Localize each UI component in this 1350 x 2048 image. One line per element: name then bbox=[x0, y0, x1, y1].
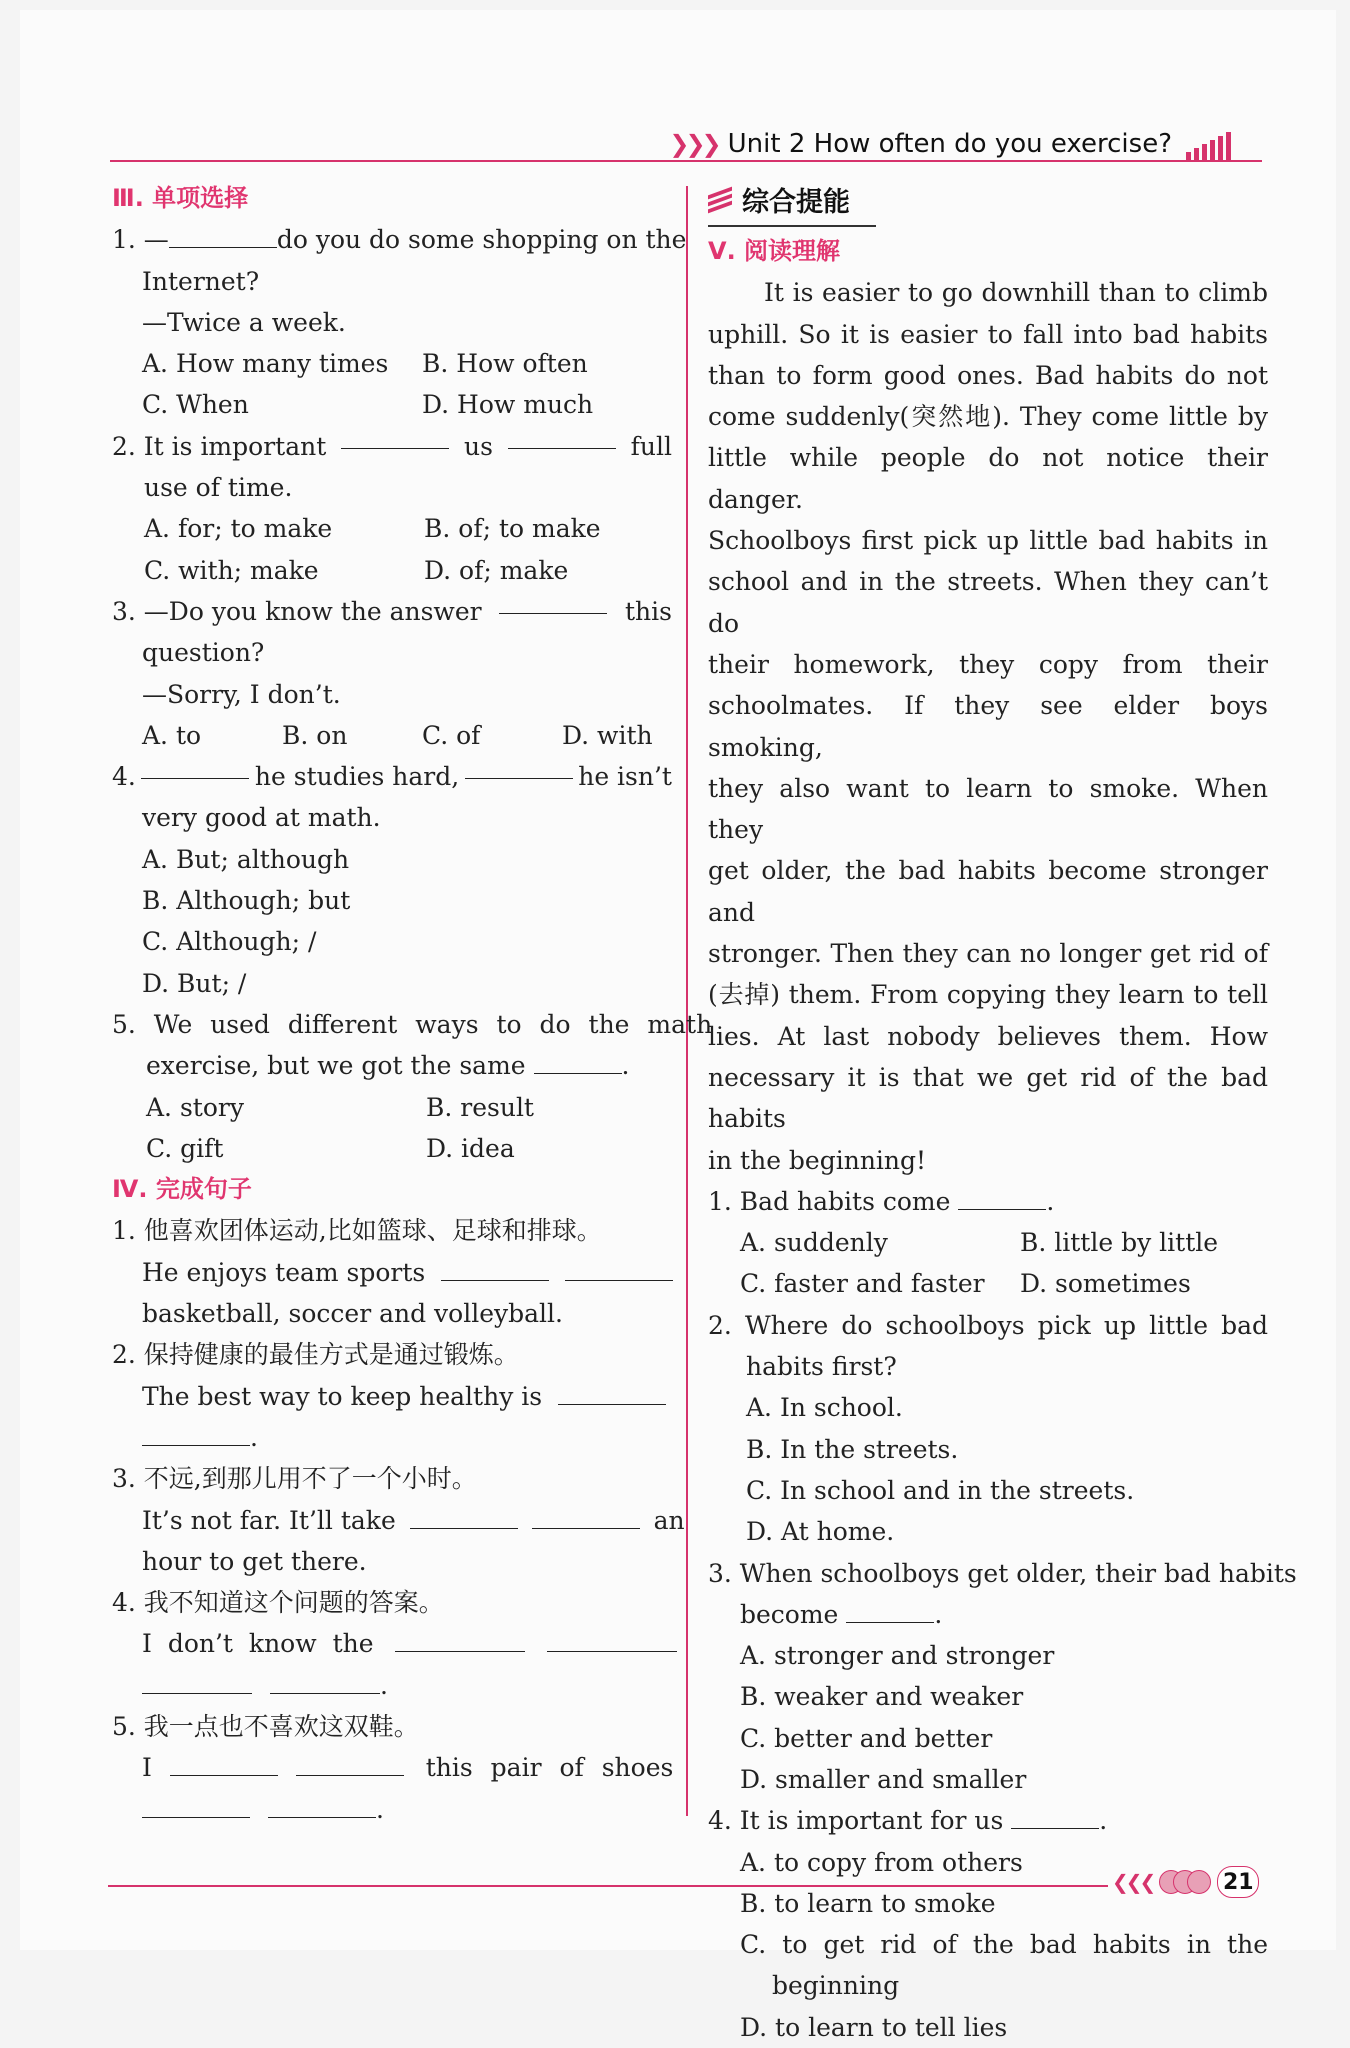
option-b[interactable]: B. In the streets. bbox=[746, 1434, 959, 1464]
passage-line: their homework, they copy from their bbox=[708, 649, 1268, 679]
answer-blank[interactable] bbox=[142, 1671, 252, 1694]
q2-options bbox=[112, 508, 672, 591]
answer-blank[interactable] bbox=[465, 756, 573, 779]
option-a[interactable]: A. In school. bbox=[746, 1393, 903, 1423]
q4-text-b: he isn’t bbox=[578, 762, 672, 792]
s5-english-1 bbox=[112, 1747, 672, 1788]
option-d[interactable]: D. sometimes bbox=[1020, 1269, 1191, 1299]
q2-text-b: us bbox=[463, 431, 493, 461]
q1-options bbox=[112, 343, 672, 426]
passage-line: schoolmates. If they see elder boys smoking, bbox=[708, 691, 1268, 762]
option-a[interactable]: A. stronger and stronger bbox=[740, 1641, 1055, 1671]
passage-line: in the beginning! bbox=[708, 1145, 927, 1175]
option-c[interactable]: C. to get rid of the bad habits in the bbox=[740, 1930, 1268, 1960]
circles-icon bbox=[1159, 1870, 1211, 1894]
passage-line: It is easier to go downhill than to climb bbox=[764, 278, 1268, 308]
q3-text-b: this bbox=[625, 596, 672, 626]
q3-options bbox=[112, 715, 672, 756]
option-d[interactable]: D. of; make bbox=[424, 555, 569, 585]
q2-text-c: full bbox=[630, 431, 672, 461]
s2-period: . bbox=[250, 1422, 258, 1452]
s2-text: The best way to keep healthy is bbox=[142, 1381, 543, 1411]
section-4-title: Ⅳ. 完成句子 bbox=[112, 1175, 252, 1204]
s5-english-2 bbox=[112, 1789, 672, 1830]
answer-blank[interactable] bbox=[499, 591, 607, 614]
answer-blank[interactable] bbox=[558, 1382, 666, 1405]
s1-english-1 bbox=[112, 1252, 672, 1293]
answer-blank[interactable] bbox=[142, 1795, 250, 1818]
answer-blank[interactable] bbox=[846, 1600, 934, 1623]
option-b[interactable]: B. to learn to smoke bbox=[740, 1888, 996, 1918]
answer-blank[interactable] bbox=[508, 426, 616, 449]
option-c[interactable]: C. of bbox=[422, 720, 481, 750]
answer-blank[interactable] bbox=[268, 1795, 376, 1818]
passage-line: necessary it is that we get rid of the bad habits bbox=[708, 1062, 1268, 1134]
option-c-continued: beginning bbox=[772, 1971, 900, 2001]
s4-period: . bbox=[379, 1670, 388, 1700]
q1-text: do you do some shopping on the bbox=[276, 225, 687, 255]
r1-options bbox=[708, 1222, 1268, 1305]
q1-number: 1. — bbox=[112, 225, 169, 255]
option-d[interactable]: D. But; / bbox=[142, 968, 247, 998]
q2-line-2: use of time. bbox=[144, 473, 293, 503]
r4-text: 4. It is important for us bbox=[708, 1806, 1004, 1836]
s3-text-b: an bbox=[653, 1505, 685, 1535]
page-header bbox=[669, 126, 1231, 162]
q3-line-2: question? bbox=[142, 638, 265, 668]
option-c[interactable]: C. In school and in the streets. bbox=[746, 1475, 1135, 1505]
passage-line: school and in the streets. When they can’t do bbox=[708, 567, 1268, 638]
passage-line: than to form good ones. Bad habits do not bbox=[708, 360, 1268, 390]
r3-question-1: 3. When schoolboys get older, their bad habits bbox=[708, 1558, 1297, 1588]
s3-chinese: 3. 不远,到那儿用不了一个小时。 bbox=[112, 1464, 477, 1494]
section-5-title: Ⅴ. 阅读理解 bbox=[708, 237, 841, 265]
s3-text-a: It’s not far. It’ll take bbox=[142, 1505, 396, 1535]
option-c[interactable]: C. When bbox=[142, 390, 249, 420]
q5-text: 5. We used different ways to do the math bbox=[112, 1009, 713, 1039]
footer-rule bbox=[108, 1885, 1108, 1887]
answer-blank[interactable] bbox=[395, 1629, 525, 1652]
header-rule bbox=[110, 160, 1262, 162]
option-a[interactable]: A. for; to make bbox=[144, 514, 333, 544]
q4-text-a: he studies hard, bbox=[254, 762, 460, 792]
q5-options bbox=[112, 1087, 672, 1170]
q5-text-b: exercise, but we got the same bbox=[146, 1051, 526, 1081]
option-a[interactable]: A. to copy from others bbox=[740, 1847, 1023, 1877]
passage-line: (去掉) them. From copying they learn to tell bbox=[708, 980, 1268, 1010]
s2-chinese: 2. 保持健康的最佳方式是通过锻炼。 bbox=[112, 1340, 519, 1370]
passage-line: lies. At last nobody believes them. How bbox=[708, 1021, 1268, 1051]
answer-blank[interactable] bbox=[270, 1671, 380, 1694]
r1-period: . bbox=[1046, 1186, 1055, 1216]
s1-text: He enjoys team sports bbox=[142, 1257, 426, 1287]
q1-line-3: —Twice a week. bbox=[142, 307, 346, 337]
option-b[interactable]: B. on bbox=[282, 720, 348, 750]
question-2-line-1 bbox=[112, 426, 672, 467]
stacked-books-icon bbox=[708, 187, 734, 213]
section-header-title: 综合提能 bbox=[742, 187, 850, 218]
q5-period: . bbox=[621, 1051, 630, 1081]
r4-question bbox=[708, 1800, 1268, 1841]
answer-blank[interactable] bbox=[441, 1258, 549, 1281]
answer-blank[interactable] bbox=[534, 1051, 622, 1074]
column-divider bbox=[686, 186, 688, 1816]
r1-text: 1. Bad habits come bbox=[708, 1186, 951, 1216]
r4-period: . bbox=[1099, 1806, 1108, 1836]
option-c[interactable]: C. Although; / bbox=[142, 927, 317, 957]
option-a[interactable]: A. to bbox=[142, 720, 202, 750]
q3-line-3: —Sorry, I don’t. bbox=[142, 679, 341, 709]
option-b[interactable]: B. of; to make bbox=[424, 514, 601, 544]
arrows-icon: ❯❯❯ bbox=[669, 130, 718, 158]
signal-bars-icon bbox=[1186, 128, 1231, 160]
passage-line: Schoolboys first pick up little bad habits in bbox=[708, 526, 1268, 556]
r3-period: . bbox=[934, 1599, 943, 1629]
option-d[interactable]: D. At home. bbox=[746, 1517, 895, 1547]
question-1-line-1 bbox=[112, 219, 687, 260]
section-header bbox=[708, 180, 876, 227]
answer-blank[interactable] bbox=[1011, 1806, 1099, 1829]
passage-line: uphill. So it is easier to fall into bad habits bbox=[708, 319, 1268, 349]
passage-line: come suddenly(突然地). They come little by bbox=[708, 402, 1268, 432]
option-c[interactable]: C. faster and faster bbox=[740, 1269, 985, 1299]
s3-english-2: hour to get there. bbox=[142, 1546, 367, 1576]
option-d[interactable]: D. to learn to tell lies bbox=[740, 2012, 1008, 2042]
option-d[interactable]: D. idea bbox=[426, 1133, 515, 1163]
answer-blank[interactable] bbox=[547, 1629, 677, 1652]
answer-blank[interactable] bbox=[170, 1753, 278, 1776]
section-3-title: Ⅲ. 单项选择 bbox=[112, 184, 249, 212]
s4-english-1 bbox=[112, 1623, 672, 1664]
page-number: 21 bbox=[1217, 1866, 1259, 1898]
q5-line-1 bbox=[112, 1004, 713, 1045]
page-footer bbox=[1112, 1866, 1259, 1898]
answer-blank[interactable] bbox=[296, 1753, 404, 1776]
s1-english-2: basketball, soccer and volleyball. bbox=[142, 1299, 563, 1329]
page bbox=[20, 10, 1336, 2042]
answer-blank[interactable] bbox=[169, 225, 277, 248]
option-c[interactable]: C. gift bbox=[146, 1133, 224, 1163]
q5-line-2 bbox=[112, 1045, 672, 1086]
option-b[interactable]: B. little by little bbox=[1020, 1228, 1219, 1258]
passage-line: little while people do not notice their danger. bbox=[708, 443, 1268, 514]
s1-chinese: 1. 他喜欢团体运动,比如篮球、足球和排球。 bbox=[112, 1216, 602, 1246]
s4-chinese: 4. 我不知道这个问题的答案。 bbox=[112, 1588, 444, 1618]
question-3-line-1 bbox=[112, 591, 672, 632]
answer-blank[interactable] bbox=[141, 756, 249, 779]
s5-period: . bbox=[375, 1794, 384, 1824]
s4-english-2 bbox=[112, 1665, 672, 1706]
option-d[interactable]: D. How much bbox=[422, 390, 594, 420]
question-4-line-1 bbox=[112, 756, 672, 797]
answer-blank[interactable] bbox=[958, 1187, 1046, 1210]
q3-text-a: 3. —Do you know the answer bbox=[112, 596, 482, 626]
reading-passage bbox=[708, 272, 1268, 1181]
s3-english-1 bbox=[112, 1500, 685, 1541]
s5-text-a: I bbox=[142, 1753, 152, 1783]
s4-text: I don’t know the bbox=[142, 1629, 374, 1659]
s2-english-2 bbox=[112, 1417, 672, 1458]
option-b[interactable]: B. Although; but bbox=[142, 886, 351, 916]
s2-english-1 bbox=[112, 1376, 672, 1417]
r1-question bbox=[708, 1181, 1268, 1222]
option-c[interactable]: C. better and better bbox=[740, 1723, 993, 1753]
r2-question-1: 2. Where do schoolboys pick up little bad bbox=[708, 1310, 1268, 1340]
answer-blank[interactable] bbox=[142, 1423, 250, 1446]
answer-blank[interactable] bbox=[410, 1506, 518, 1529]
option-b[interactable]: B. weaker and weaker bbox=[740, 1682, 1024, 1712]
r2-question-2: habits first? bbox=[746, 1352, 897, 1382]
answer-blank[interactable] bbox=[565, 1258, 673, 1281]
option-d[interactable]: D. with bbox=[562, 720, 653, 750]
s5-chinese: 5. 我一点也不喜欢这双鞋。 bbox=[112, 1711, 419, 1741]
q1-line-2: Internet? bbox=[142, 266, 260, 296]
unit-title: Unit 2 How often do you exercise? bbox=[727, 129, 1172, 159]
s5-text-b: this pair of shoes bbox=[425, 1753, 674, 1783]
q4-line-2: very good at math. bbox=[142, 803, 381, 833]
answer-blank[interactable] bbox=[532, 1506, 640, 1529]
option-a[interactable]: A. story bbox=[146, 1092, 244, 1122]
option-d[interactable]: D. smaller and smaller bbox=[740, 1764, 1027, 1794]
option-c[interactable]: C. with; make bbox=[144, 555, 319, 585]
option-a[interactable]: A. But; although bbox=[142, 844, 350, 874]
r3-question-2 bbox=[708, 1594, 1268, 1635]
arrows-icon: ❮❮❮ bbox=[1112, 1870, 1154, 1894]
option-a[interactable]: A. How many times bbox=[142, 349, 389, 379]
q4-number: 4. bbox=[112, 762, 136, 792]
passage-line: stronger. Then they can no longer get rid of bbox=[708, 939, 1268, 969]
q2-text-a: 2. It is important bbox=[112, 431, 327, 461]
option-a[interactable]: A. suddenly bbox=[740, 1228, 888, 1258]
r3-text: become bbox=[740, 1599, 839, 1629]
answer-blank[interactable] bbox=[341, 426, 449, 449]
option-b[interactable]: B. result bbox=[426, 1092, 534, 1122]
right-column bbox=[708, 180, 1297, 2048]
passage-line: get older, the bad habits become stronger and bbox=[708, 856, 1268, 927]
passage-line: they also want to learn to smoke. When they bbox=[708, 773, 1268, 845]
left-column bbox=[112, 178, 713, 1830]
option-b[interactable]: B. How often bbox=[422, 349, 588, 379]
